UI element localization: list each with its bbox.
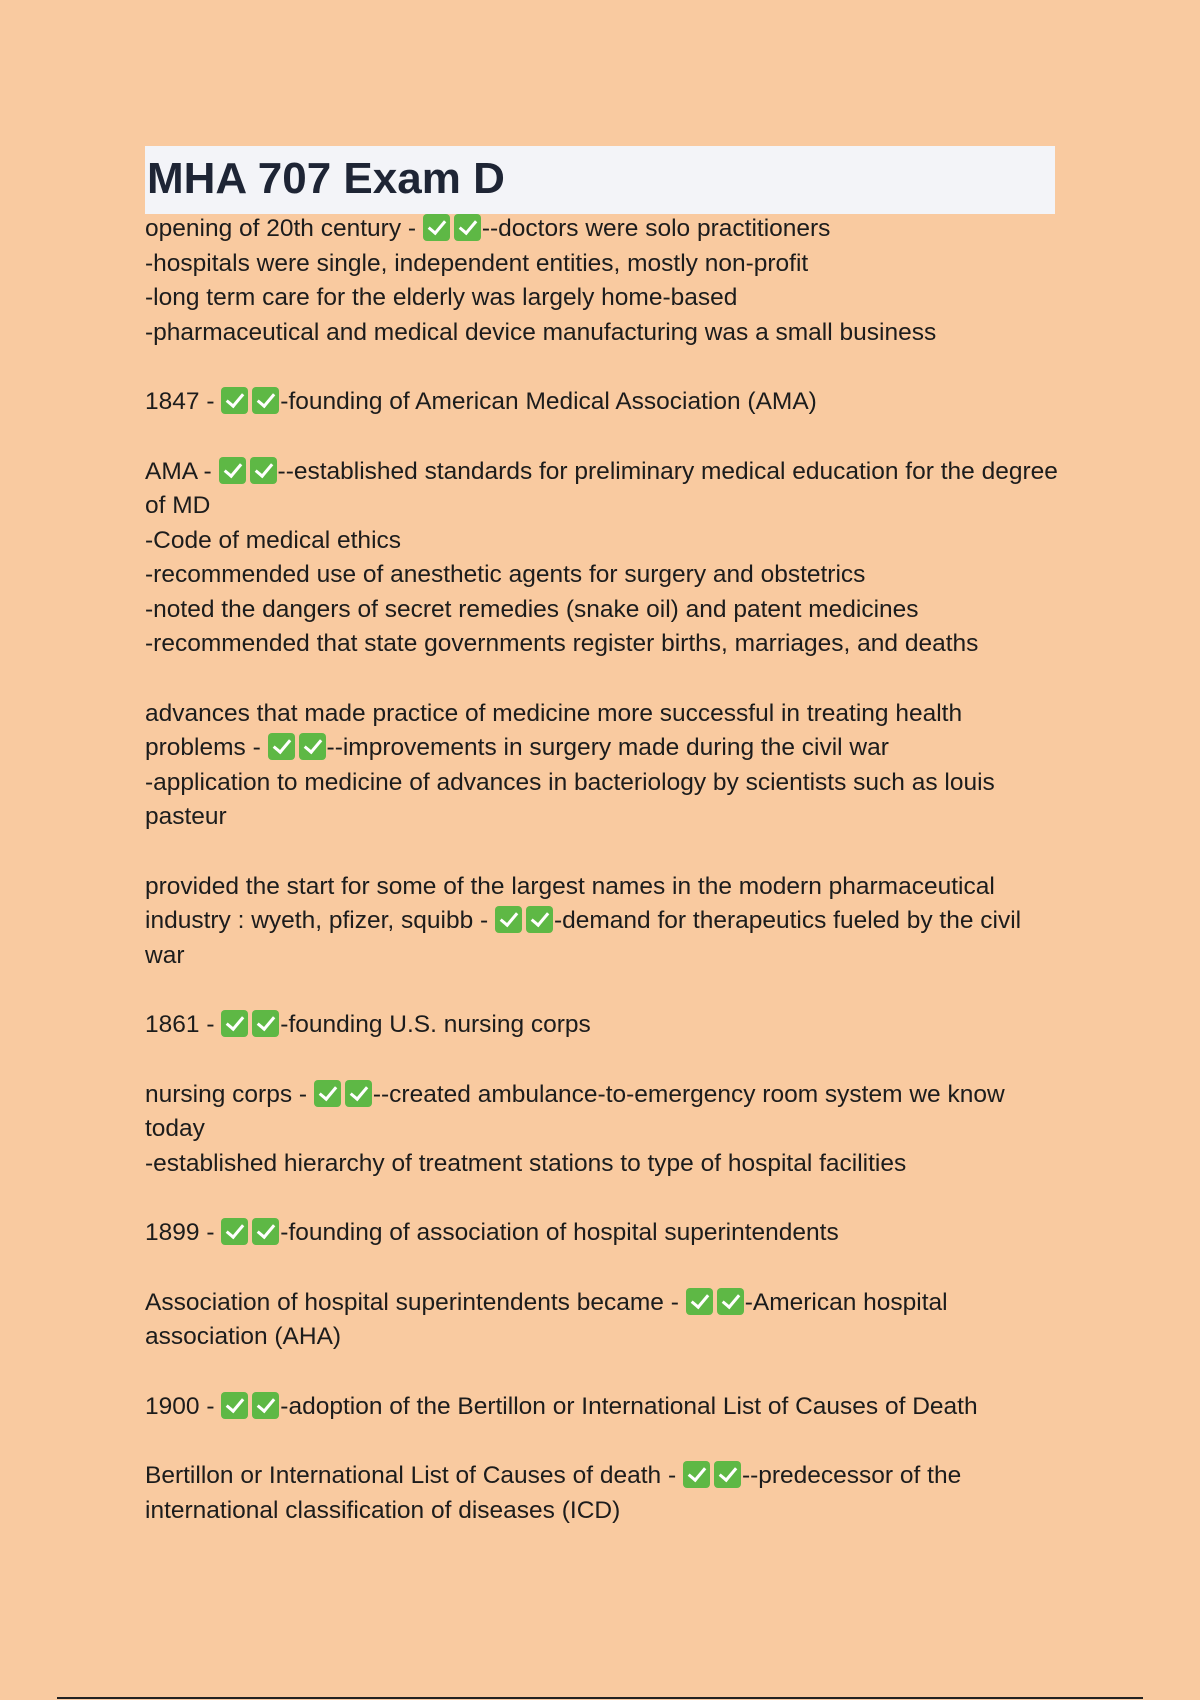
flashcard-entry bbox=[145, 1216, 1065, 1251]
entry-answer-line: -founding of association of hospital superintendents bbox=[280, 1219, 839, 1246]
entry-first-line bbox=[145, 697, 1065, 766]
flashcard-list bbox=[145, 212, 1065, 1563]
answer-marker bbox=[219, 455, 278, 490]
entry-answer-line: -noted the dangers of secret remedies (snake oil) and patent medicines bbox=[145, 595, 919, 623]
entry-first-line bbox=[145, 1008, 1065, 1043]
entry-separator: - bbox=[401, 215, 423, 242]
entry-separator: - bbox=[199, 388, 222, 415]
answer-marker bbox=[221, 1390, 280, 1425]
flashcard-entry bbox=[145, 1008, 1065, 1043]
entry-answer-line: --established standards for preliminary medical education for the degree of MD bbox=[145, 457, 1058, 519]
check-mark-button-icon bbox=[717, 1288, 744, 1315]
entry-answer-line: -demand for therapeutics fueled by the civil war bbox=[145, 907, 1022, 969]
check-mark-button-icon bbox=[221, 1218, 248, 1245]
check-mark-button-icon bbox=[252, 387, 279, 414]
flashcard-entry bbox=[145, 697, 1065, 835]
entry-first-line bbox=[145, 385, 1065, 420]
answer-marker bbox=[423, 212, 482, 247]
entry-separator: - bbox=[196, 457, 219, 485]
entry-answer-line: --created ambulance-to-emergency room system we know today bbox=[145, 1080, 1005, 1142]
entry-term: 1899 bbox=[145, 1219, 200, 1246]
entry-answer-line: -Code of medical ethics bbox=[145, 526, 402, 554]
entry-first-line bbox=[145, 1390, 1065, 1425]
answer-marker bbox=[495, 904, 554, 939]
document-title-bar bbox=[145, 146, 1055, 214]
answer-marker bbox=[686, 1286, 745, 1321]
entry-answer-line: -long term care for the elderly was largely home-based bbox=[145, 284, 738, 311]
entry-term: AMA bbox=[145, 457, 197, 485]
entry-term: provided the start for some of the largest names in the modern pharmaceutical industry : wyeth, pfizer, squibb bbox=[145, 872, 995, 934]
answer-marker bbox=[314, 1078, 373, 1113]
check-mark-button-icon bbox=[250, 457, 277, 484]
check-mark-button-icon bbox=[252, 1392, 279, 1419]
check-mark-button-icon bbox=[345, 1080, 372, 1107]
entry-term: 1847 bbox=[145, 388, 200, 415]
answer-marker bbox=[683, 1459, 742, 1494]
entry-answer-line: -founding U.S. nursing corps bbox=[280, 1011, 591, 1038]
entry-answer-line: -application to medicine of advances in bacteriology by scientists such as louis pasteur bbox=[145, 768, 995, 830]
entry-answer-line: -hospitals were single, independent entities, mostly non-profit bbox=[145, 249, 809, 277]
flashcard-entry bbox=[145, 870, 1065, 974]
footer-divider bbox=[57, 1697, 1143, 1699]
check-mark-button-icon bbox=[714, 1461, 741, 1488]
entry-term: 1861 bbox=[145, 1011, 200, 1038]
entry-separator: - bbox=[663, 1288, 686, 1316]
entry-separator: - bbox=[245, 734, 268, 761]
check-mark-button-icon bbox=[495, 906, 522, 933]
entry-answer-line: -recommended use of anesthetic agents for surgery and obstetrics bbox=[145, 561, 866, 588]
entry-separator: - bbox=[292, 1080, 314, 1108]
entry-answer-line: --predecessor of the international classification of diseases (ICD) bbox=[145, 1462, 962, 1524]
entry-term: 1900 bbox=[145, 1392, 200, 1420]
answer-marker bbox=[268, 731, 327, 766]
answer-marker bbox=[221, 1216, 280, 1251]
check-mark-button-icon bbox=[221, 1392, 248, 1419]
entry-first-line bbox=[145, 1216, 1065, 1251]
check-mark-button-icon bbox=[686, 1288, 713, 1315]
check-mark-button-icon bbox=[219, 457, 246, 484]
answer-marker bbox=[221, 385, 280, 420]
flashcard-entry bbox=[145, 1459, 1065, 1528]
entry-answer-line: -adoption of the Bertillon or International List of Causes of Death bbox=[280, 1392, 978, 1420]
entry-term: nursing corps bbox=[145, 1080, 293, 1108]
entry-term: advances that made practice of medicine more successful in treating health problems bbox=[145, 699, 963, 761]
entry-first-line bbox=[145, 455, 1065, 524]
entry-term: opening of 20th century bbox=[145, 215, 402, 242]
check-mark-button-icon bbox=[683, 1461, 710, 1488]
check-mark-button-icon bbox=[252, 1010, 279, 1037]
entry-answer-line: -recommended that state governments register births, marriages, and deaths bbox=[145, 630, 979, 657]
check-mark-button-icon bbox=[221, 1010, 248, 1037]
entry-separator: - bbox=[473, 907, 495, 934]
entry-answer-line: -established hierarchy of treatment stations to type of hospital facilities bbox=[145, 1149, 907, 1177]
entry-answer-line: -founding of American Medical Association (AMA) bbox=[280, 388, 817, 415]
entry-separator: - bbox=[661, 1462, 683, 1489]
entry-first-line bbox=[145, 212, 1065, 247]
flashcard-entry bbox=[145, 455, 1065, 662]
flashcard-entry bbox=[145, 1078, 1065, 1182]
check-mark-button-icon bbox=[526, 906, 553, 933]
entry-separator: - bbox=[199, 1011, 222, 1038]
entry-separator: - bbox=[199, 1392, 222, 1420]
flashcard-entry bbox=[145, 385, 1065, 420]
check-mark-button-icon bbox=[454, 214, 481, 241]
entry-first-line bbox=[145, 1459, 1065, 1528]
check-mark-button-icon bbox=[299, 733, 326, 760]
entry-first-line bbox=[145, 1078, 1065, 1147]
check-mark-button-icon bbox=[252, 1218, 279, 1245]
entry-first-line bbox=[145, 1286, 1065, 1355]
flashcard-entry bbox=[145, 1286, 1065, 1355]
check-mark-button-icon bbox=[268, 733, 295, 760]
document-title: MHA 707 Exam D bbox=[147, 154, 505, 203]
entry-answer-line: --doctors were solo practitioners bbox=[481, 215, 831, 242]
entry-term: Bertillon or International List of Causes of death bbox=[145, 1462, 662, 1489]
check-mark-button-icon bbox=[423, 214, 450, 241]
flashcard-entry bbox=[145, 212, 1065, 350]
flashcard-entry bbox=[145, 1390, 1065, 1425]
entry-term: Association of hospital superintendents became bbox=[145, 1288, 664, 1316]
entry-answer-line: -pharmaceutical and medical device manufacturing was a small business bbox=[145, 318, 937, 346]
answer-marker bbox=[221, 1008, 280, 1043]
entry-answer-line: --improvements in surgery made during the civil war bbox=[326, 734, 889, 761]
check-mark-button-icon bbox=[314, 1080, 341, 1107]
entry-separator: - bbox=[199, 1219, 222, 1246]
check-mark-button-icon bbox=[221, 387, 248, 414]
entry-first-line bbox=[145, 870, 1065, 974]
entry-answer-line: -American hospital association (AHA) bbox=[145, 1288, 948, 1350]
